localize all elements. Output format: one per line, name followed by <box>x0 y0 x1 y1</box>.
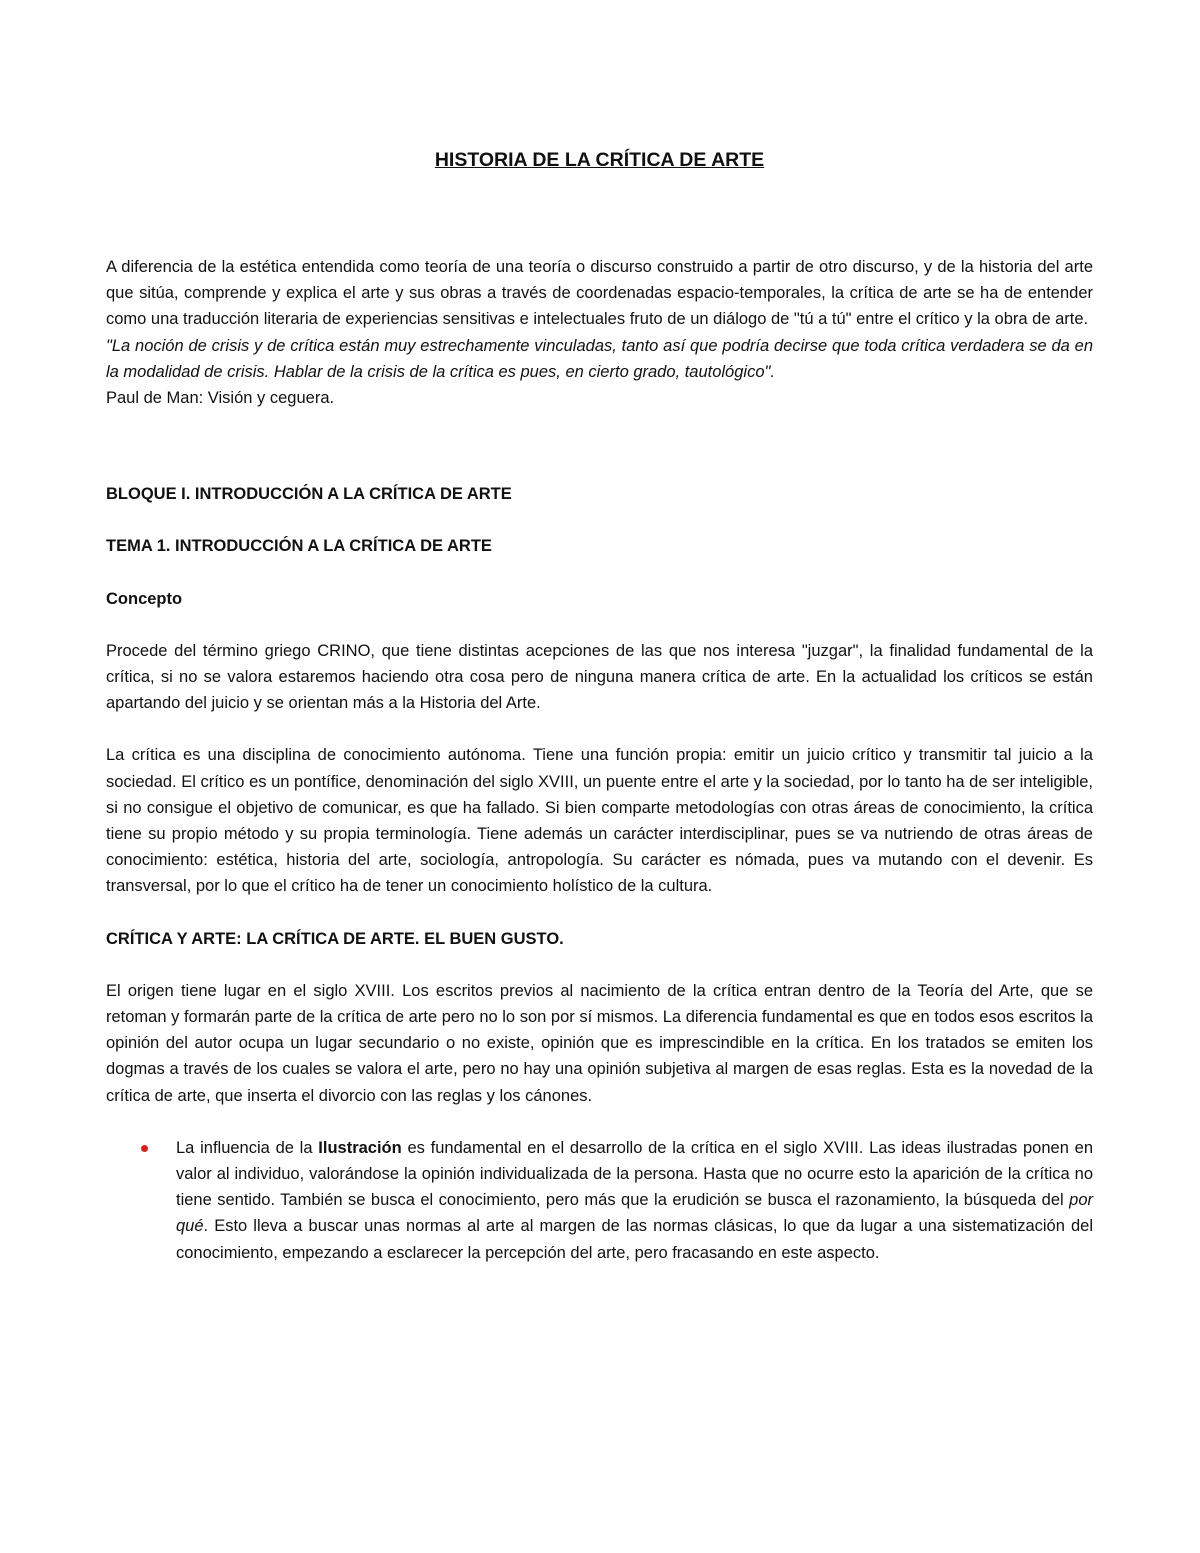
origin-paragraph: El origen tiene lugar en el siglo XVIII. Los escritos previos al nacimiento de la crítica entran dentro de la Teoría del Arte, que se retoman y formarán parte de la crítica de arte pero no lo son por sí mismos. La diferencia fundamental es que en todos esos escritos la opinión del autor ocupa un lugar secundario o no existe, opinión que es imprescindible en la crítica. En los tratados se emiten los dogmas a través de los cuales se valora el arte, pero no hay una opinión subjetiva al margen de esas reglas. Esta es la novedad de la crítica de arte, que inserta el divorcio con las reglas y los cánones. <box>106 981 1093 1105</box>
bullet-italic-term: por qué <box>176 1191 1093 1236</box>
intro-paragraph: A diferencia de la estética entendida como teoría de una teoría o discurso construido a partir de otro discurso, y de la historia del arte que sitúa, comprende y explica el arte y sus obras a través de coordenadas espacio-temporales, la crítica de arte se ha de entender como una traducción literaria de experiencias sensitivas e intelectuales fruto de un diálogo de "tú a tú" entre el crítico y la obra de arte. <box>106 258 1093 329</box>
spacer <box>106 1109 1093 1135</box>
quote-paragraph: "La noción de crisis y de crítica están muy estrechamente vinculadas, tanto así que podría decirse que toda crítica verdadera se da en la modalidad de crisis. Hablar de la crisis de la crítica es pues, en cierto grado, tautológico". <box>106 336 1093 381</box>
spacer <box>106 716 1093 742</box>
section-heading: CRÍTICA Y ARTE: LA CRÍTICA DE ARTE. EL BUEN GUSTO. <box>106 929 564 948</box>
concept-paragraph: Procede del término griego CRINO, que tiene distintas acepciones de las que nos interesa "juzgar", la finalidad fundamental de la crítica, si no se valora estaremos haciendo otra cosa pero de ninguna manera crítica de arte. En la actualidad los críticos se están apartando del juicio y se orientan más a la Historia del Arte. <box>106 641 1093 713</box>
spacer <box>106 612 1093 638</box>
topic-heading: TEMA 1. INTRODUCCIÓN A LA CRÍTICA DE ARTE <box>106 537 492 556</box>
bullet-text-part2: es fundamental en el desarrollo de la crítica en el siglo XVIII. Las ideas ilustradas ponen en valor al individuo, valorándose la opinión individualizada de la persona. Hasta que no ocurre esto la aparición de la crítica no tiene sentido. También se busca el conocimiento, pero más que la erudición se busca el razonamiento, la búsqueda del <box>176 1138 1093 1210</box>
spacer <box>106 952 1093 978</box>
bullet-bold-term: Ilustración <box>318 1138 402 1157</box>
page-title: HISTORIA DE LA CRÍTICA DE ARTE <box>434 149 765 171</box>
spacer <box>106 900 1093 926</box>
bullet-text-part1: La influencia de la <box>176 1138 319 1157</box>
quote-source: Paul de Man: Visión y ceguera. <box>106 389 335 408</box>
bullet-text-part3: . Esto lleva a buscar unas normas al arte al margen de las normas clásicas, lo que da lugar a una sistematización del conocimiento, empezando a esclarecer la percepción del arte, pero fracasando en este aspecto. <box>176 1217 1093 1262</box>
document-page <box>106 146 1093 1266</box>
spacer <box>106 507 1093 533</box>
spacer <box>106 411 1093 481</box>
spacer <box>106 560 1093 586</box>
block-heading: BLOQUE I. INTRODUCCIÓN A LA CRÍTICA DE ARTE <box>106 485 512 504</box>
bullet-dot-icon <box>141 1145 148 1152</box>
discipline-paragraph: La crítica es una disciplina de conocimiento autónoma. Tiene una función propia: emitir un juicio crítico y transmitir tal juicio a la sociedad. El crítico es un pontífice, denominación del siglo XVIII, un puente entre el arte y la sociedad, por lo tanto ha de ser inteligible, si no consigue el objetivo de comunicar, es que ha fallado. Si bien comparte metodologías con otras áreas de conocimiento, la crítica tiene su propio método y su propia terminología. Tiene además un carácter interdisciplinar, pues se va nutriendo de otras áreas de conocimiento: estética, historia del arte, sociología, antropología. Su carácter es nómada, pues va mutando con el devenir. Es transversal, por lo que el crítico ha de tener un conocimiento holístico de la cultura. <box>106 746 1093 896</box>
list-item <box>106 1135 1093 1266</box>
concept-heading: Concepto <box>106 589 183 608</box>
bullet-list <box>106 1135 1093 1266</box>
